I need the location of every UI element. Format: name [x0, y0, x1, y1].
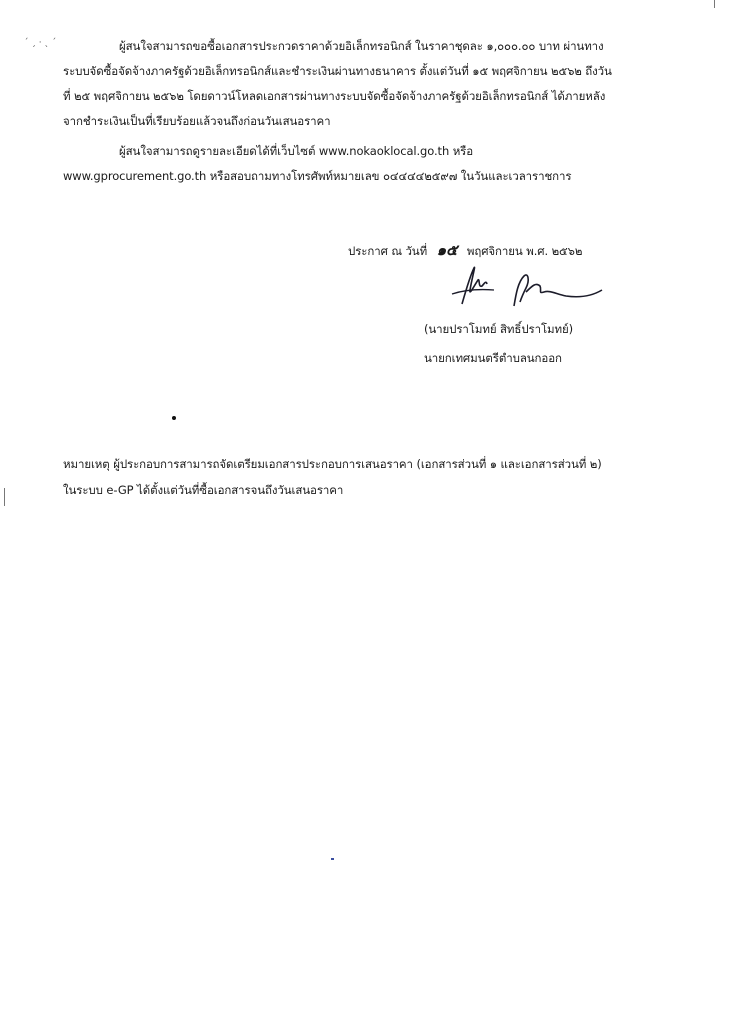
signatory-title: นายกเทศมนตรีตำบลนกออก	[424, 351, 562, 365]
scan-artifact: ˊ ˏ · ˎ ˊ	[24, 38, 57, 48]
note-line2: ในระบบ e-GP ได้ตั้งแต่วันที่ซื้อเอกสารจนถึงวันเสนอราคา	[63, 483, 344, 497]
paragraph1-line1: ผู้สนใจสามารถขอซื้อเอกสารประกวดราคาด้วยอิเล็กทรอนิกส์ ในราคาชุดละ ๑,๐๐๐.๐๐ บาท ผ่านทาง	[119, 39, 604, 53]
note-line1: หมายเหตุ ผู้ประกอบการสามารถจัดเตรียมเอกสารประกอบการเสนอราคา (เอกสารส่วนที่ ๑ และเอกสารส่วนที่ ๒)	[63, 457, 602, 471]
handwritten-signature-icon	[440, 256, 610, 316]
paragraph1-line4: จากชำระเงินเป็นที่เรียบร้อยแล้วจนถึงก่อนวันเสนอราคา	[63, 114, 331, 128]
announcement-suffix: พฤศจิกายน พ.ศ. ๒๕๖๒	[466, 244, 583, 258]
scan-speck	[331, 858, 334, 860]
announcement-day-handwritten: ๑๕	[436, 241, 458, 259]
paragraph2-line2: www.gprocurement.go.th หรือสอบถามทางโทรศัพท์หมายเลข ๐๔๔๔๔๒๕๙๗ ในวันและเวลาราชการ	[63, 169, 572, 183]
scan-speck	[172, 416, 176, 420]
announcement-prefix: ประกาศ ณ วันที่	[348, 244, 428, 258]
paragraph2-line1: ผู้สนใจสามารถดูรายละเอียดได้ที่เว็บไซต์ www.nokaoklocal.go.th หรือ	[119, 144, 474, 158]
edge-artifact	[4, 488, 5, 506]
signatory-name: (นายปราโมทย์ สิทธิ์ปราโมทย์)	[424, 322, 574, 336]
paragraph1-line3: ที่ ๒๕ พฤศจิกายน ๒๕๖๒ โดยดาวน์โหลดเอกสารผ่านทางระบบจัดซื้อจัดจ้างภาครัฐด้วยอิเล็กทรอนิกส์ ได้ภายหลัง	[63, 89, 606, 103]
paragraph1-line2: ระบบจัดซื้อจัดจ้างภาครัฐด้วยอิเล็กทรอนิกส์และชำระเงินผ่านทางธนาคาร ตั้งแต่วันที่ ๑๕ พฤศจิกายน ๒๕๖๒ ถึงวัน	[63, 64, 612, 78]
edge-artifact	[714, 0, 715, 8]
